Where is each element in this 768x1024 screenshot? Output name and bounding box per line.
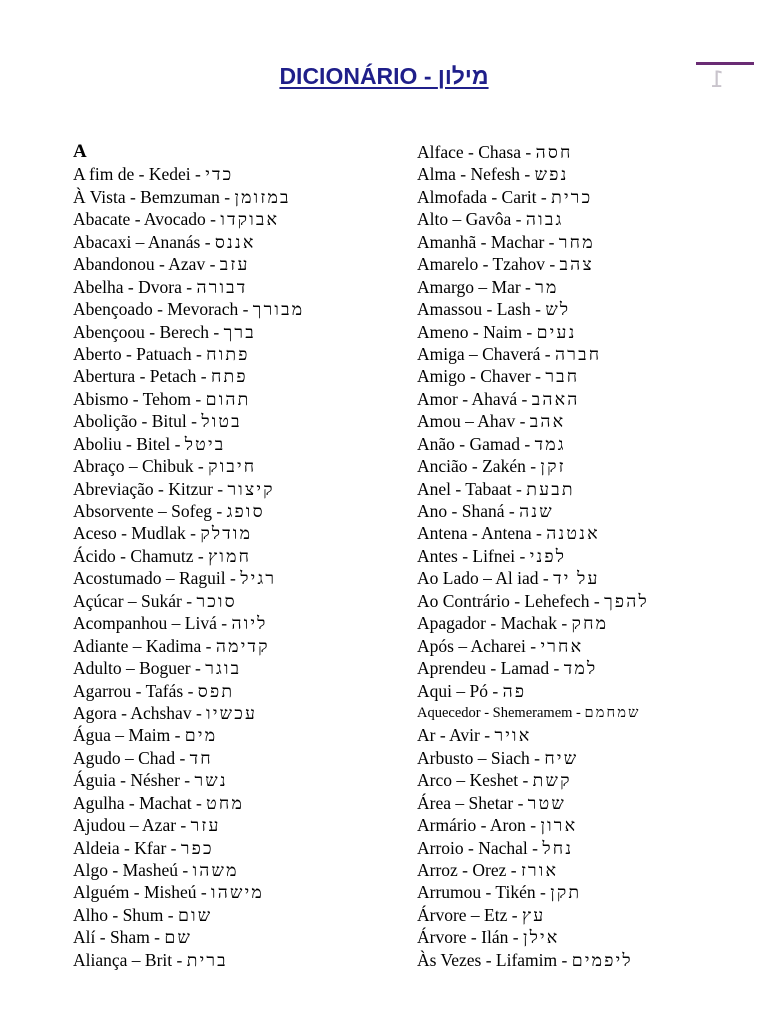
dictionary-entry: [417, 657, 762, 679]
entry-portuguese-text: Apagador - Machak -: [417, 613, 572, 634]
entry-hebrew-word: ליפמים: [571, 949, 633, 970]
dictionary-entry: [73, 814, 403, 836]
entry-portuguese-text: Aprendeu - Lamad -: [417, 658, 564, 679]
left-entry-list: [73, 163, 403, 971]
dictionary-entry: [417, 881, 762, 903]
entry-hebrew-word: פתח: [211, 366, 248, 387]
entry-hebrew-word: כפר: [180, 837, 214, 858]
entry-hebrew-word: במזומן: [234, 186, 291, 207]
entry-hebrew-word: נשר: [194, 770, 228, 791]
dictionary-entry: [417, 545, 762, 567]
entry-hebrew-word: רגיל: [240, 568, 277, 589]
entry-hebrew-word: זקן: [540, 456, 566, 477]
dictionary-entry: [73, 635, 403, 657]
dictionary-entry: [417, 253, 762, 275]
entry-portuguese-text: Arrumou - Tikén -: [417, 882, 551, 903]
entry-portuguese-text: Abençoou - Berech -: [73, 321, 224, 342]
entry-portuguese-text: Arbusto – Siach -: [417, 747, 545, 768]
entry-portuguese-text: Alto – Gavôa -: [417, 209, 526, 230]
entry-hebrew-word: פה: [502, 680, 527, 701]
entry-portuguese-text: Ar - Avir -: [417, 725, 495, 746]
dictionary-entry: [73, 724, 403, 746]
entry-hebrew-word: פתוח: [206, 343, 250, 364]
entry-portuguese-text: Abelha - Dvora -: [73, 276, 197, 297]
entry-portuguese-text: Aboliu - Bitel -: [73, 433, 185, 454]
dictionary-entry: [73, 500, 403, 522]
entry-hebrew-word: גבוה: [525, 209, 564, 230]
page-number: 1: [710, 68, 724, 93]
dictionary-entry: [417, 410, 762, 432]
dictionary-entry: [73, 478, 403, 500]
entry-hebrew-word: שמחמם: [584, 704, 641, 721]
dictionary-entry: [73, 545, 403, 567]
entry-hebrew-word: מבורך: [252, 299, 305, 320]
entry-portuguese-text: Ameno - Naim -: [417, 321, 537, 342]
dictionary-entry: [417, 769, 762, 791]
dictionary-entry: [73, 365, 403, 387]
dictionary-entry: [73, 612, 403, 634]
dictionary-entry: [73, 702, 403, 724]
entry-portuguese-text: Ácido - Chamutz -: [73, 545, 209, 566]
entry-hebrew-word: מחק: [571, 613, 609, 634]
entry-hebrew-word: חיבוק: [208, 456, 257, 477]
entry-hebrew-word: חמוץ: [208, 545, 252, 566]
entry-portuguese-text: Anão - Gamad -: [417, 433, 535, 454]
entry-hebrew-word: לפני: [529, 545, 567, 566]
entry-portuguese-text: Abraço – Chibuk -: [73, 456, 209, 477]
entry-portuguese-text: Amor - Ahavá -: [417, 388, 532, 409]
entry-portuguese-text: Amigo - Chaver -: [417, 366, 546, 387]
entry-hebrew-word: שום: [178, 904, 213, 925]
entry-portuguese-text: Ano - Shaná -: [417, 501, 520, 521]
dictionary-entry: [73, 926, 403, 948]
dictionary-entry: [417, 388, 762, 410]
entry-hebrew-word: קדימה: [215, 635, 270, 656]
dictionary-entry: [417, 635, 762, 657]
dictionary-entry: [417, 949, 762, 971]
dictionary-entry: [417, 500, 762, 522]
entry-portuguese-text: Amiga – Chaverá -: [417, 343, 556, 364]
entry-portuguese-text: A fim de - Kedei -: [73, 164, 206, 185]
entry-hebrew-word: סופג: [226, 501, 265, 521]
right-column: [417, 141, 762, 971]
entry-hebrew-word: שם: [164, 927, 193, 948]
entry-hebrew-word: צהב: [559, 254, 594, 275]
dictionary-entry: [73, 904, 403, 926]
dictionary-entry: [73, 837, 403, 859]
dictionary-entry: [73, 410, 403, 432]
dictionary-entry: [73, 949, 403, 971]
entry-portuguese-text: Acompanhou – Livá -: [73, 613, 232, 634]
entry-portuguese-text: Águia - Nésher -: [73, 770, 195, 791]
entry-hebrew-word: ברך: [223, 321, 256, 342]
entry-hebrew-word: חסה: [535, 142, 573, 162]
entry-portuguese-text: Após – Acharei -: [417, 635, 541, 656]
entry-portuguese-text: Árvore – Etz -: [417, 904, 522, 925]
entry-portuguese-text: Abandonou - Azav -: [73, 254, 220, 275]
dictionary-entry: [417, 321, 762, 343]
entry-portuguese-text: Amou – Ahav -: [417, 411, 530, 432]
entry-portuguese-text: Absorvente – Sofeg -: [73, 501, 227, 521]
entry-hebrew-word: ברית: [186, 949, 228, 970]
entry-hebrew-word: עכשיו: [206, 702, 258, 723]
entry-hebrew-word: תהום: [205, 388, 251, 409]
dictionary-entry: [417, 792, 762, 814]
dictionary-entry: [417, 433, 762, 455]
entry-portuguese-text: Água – Maim -: [73, 725, 185, 746]
entry-portuguese-text: Área – Shetar -: [417, 792, 528, 813]
dictionary-entry: [73, 231, 403, 253]
dictionary-entry: [417, 814, 762, 836]
entry-hebrew-word: קשת: [532, 770, 572, 791]
entry-hebrew-word: אחרי: [540, 635, 584, 656]
entry-portuguese-text: Amargo – Mar -: [417, 276, 536, 297]
entry-hebrew-word: נעים: [536, 321, 577, 342]
entry-hebrew-word: מר: [535, 276, 559, 297]
dictionary-entry: [73, 433, 403, 455]
entry-portuguese-text: Anel - Tabaat -: [417, 478, 527, 499]
entry-hebrew-word: לש: [545, 299, 571, 320]
entry-hebrew-word: תפס: [197, 680, 235, 701]
entry-hebrew-word: קיצור: [227, 478, 275, 499]
right-entry-list: [417, 141, 762, 971]
entry-hebrew-word: אננס: [214, 231, 256, 252]
entry-portuguese-text: Agarrou - Tafás -: [73, 680, 198, 701]
entry-portuguese-text: Adulto – Boguer -: [73, 658, 206, 679]
entry-portuguese-text: Abertura - Petach -: [73, 366, 211, 387]
page-title: DICIONÁRIO - מילון: [279, 63, 489, 89]
entry-portuguese-text: Abacaxi – Ananás -: [73, 231, 215, 252]
dictionary-entry: [417, 276, 762, 298]
dictionary-entry: [417, 298, 762, 320]
dictionary-entry: [417, 747, 762, 769]
left-column: [73, 141, 403, 971]
entry-portuguese-text: Aldeia - Kfar -: [73, 837, 181, 858]
dictionary-entry: [417, 208, 762, 230]
entry-hebrew-word: מחט: [206, 792, 245, 813]
dictionary-entry: [417, 590, 762, 612]
entry-portuguese-text: Alguém - Misheú -: [73, 882, 212, 903]
entry-portuguese-text: Ao Contrário - Lehefech -: [417, 590, 605, 611]
entry-hebrew-word: סוכר: [196, 590, 237, 611]
entry-portuguese-text: Aqui – Pó -: [417, 680, 503, 701]
entry-portuguese-text: Algo - Masheú -: [73, 860, 193, 880]
entry-hebrew-word: להפך: [604, 590, 649, 611]
dictionary-entry: [417, 522, 762, 544]
entry-hebrew-word: עזר: [190, 815, 221, 836]
entry-hebrew-word: ליוה: [231, 613, 268, 634]
dictionary-entry: [73, 680, 403, 702]
entry-portuguese-text: Arroz - Orez -: [417, 860, 521, 880]
dictionary-entry: [73, 769, 403, 791]
entry-hebrew-word: נפש: [534, 164, 569, 185]
entry-hebrew-word: אבוקדו: [220, 209, 280, 230]
entry-hebrew-word: חד: [189, 747, 213, 768]
entry-portuguese-text: Arroio - Nachal -: [417, 837, 543, 858]
dictionary-entry: [73, 253, 403, 275]
entry-portuguese-text: Agudo – Chad -: [73, 747, 190, 768]
dictionary-entry: [73, 321, 403, 343]
entry-hebrew-word: שיח: [544, 747, 579, 768]
entry-portuguese-text: Árvore - Ilán -: [417, 927, 523, 948]
dictionary-entry: [73, 455, 403, 477]
entry-hebrew-word: אויר: [494, 725, 532, 746]
dictionary-entry: [73, 747, 403, 769]
entry-portuguese-text: Agora - Achshav -: [73, 702, 207, 723]
entry-portuguese-text: Acostumado – Raguil -: [73, 568, 241, 589]
entry-portuguese-text: Antes - Lifnei -: [417, 545, 530, 566]
entry-portuguese-text: Agulha - Machat -: [73, 792, 207, 813]
entry-portuguese-text: Açúcar – Sukár -: [73, 590, 197, 611]
entry-hebrew-word: אורז: [520, 860, 559, 880]
dictionary-entry: [417, 141, 762, 163]
dictionary-entry: [417, 186, 762, 208]
entry-hebrew-word: מים: [184, 725, 218, 746]
entry-portuguese-text: Ajudou – Azar -: [73, 815, 191, 836]
entry-hebrew-word: ארון: [540, 815, 578, 836]
dictionary-entry: [417, 455, 762, 477]
dictionary-entry: [417, 567, 762, 589]
entry-hebrew-word: האהב: [531, 388, 580, 409]
entry-hebrew-word: למד: [563, 658, 598, 679]
entry-hebrew-word: שטר: [527, 792, 566, 813]
entry-portuguese-text: Alí - Sham -: [73, 927, 165, 948]
entry-hebrew-word: אילן: [522, 927, 560, 948]
dictionary-entry: [73, 343, 403, 365]
section-letter: A: [73, 141, 87, 162]
entry-hebrew-word: חבר: [545, 366, 580, 387]
entry-portuguese-text: Ao Lado – Al iad -: [417, 568, 554, 589]
dictionary-entry: [73, 298, 403, 320]
entry-hebrew-word: שנה: [519, 501, 554, 521]
entry-hebrew-word: תקן: [550, 882, 582, 903]
entry-hebrew-word: כרית: [551, 186, 593, 207]
entry-hebrew-word: מודלק: [200, 523, 253, 544]
entry-portuguese-text: Armário - Aron -: [417, 815, 541, 836]
entry-hebrew-word: בוגר: [205, 658, 242, 679]
dictionary-entry: [417, 702, 762, 724]
entry-portuguese-text: Abreviação - Kitzur -: [73, 478, 228, 499]
dictionary-entry: [73, 590, 403, 612]
dictionary-entry: [73, 388, 403, 410]
entry-hebrew-word: בטול: [201, 411, 242, 432]
dictionary-entry: [417, 904, 762, 926]
entry-hebrew-word: תבעת: [526, 478, 575, 499]
entry-hebrew-word: מישהו: [211, 882, 264, 903]
dictionary-entry: [417, 859, 762, 881]
entry-portuguese-text: Aberto - Patuach -: [73, 343, 207, 364]
dictionary-entry: [73, 208, 403, 230]
entry-portuguese-text: Ancião - Zakén -: [417, 456, 541, 477]
dictionary-entry: [417, 680, 762, 702]
dictionary-entry: [417, 343, 762, 365]
entry-hebrew-word: עזב: [219, 254, 250, 275]
entry-portuguese-text: Alma - Nefesh -: [417, 164, 535, 185]
entry-portuguese-text: Aquecedor - Shemeramem -: [417, 704, 585, 721]
entry-portuguese-text: Alface - Chasa -: [417, 142, 536, 162]
dictionary-entry: [73, 859, 403, 881]
entry-hebrew-word: על יד: [553, 568, 600, 589]
entry-hebrew-word: מחר: [558, 231, 595, 252]
entry-portuguese-text: Arco – Keshet -: [417, 770, 533, 791]
entry-portuguese-text: Abolição - Bitul -: [73, 411, 202, 432]
dictionary-entry: [417, 612, 762, 634]
entry-portuguese-text: À Vista - Bemzuman -: [73, 186, 235, 207]
entry-portuguese-text: Amarelo - Tzahov -: [417, 254, 560, 275]
dictionary-entry: [417, 365, 762, 387]
dictionary-entry: [417, 163, 762, 185]
entry-hebrew-word: אנטנה: [546, 523, 600, 544]
dictionary-entry: [73, 522, 403, 544]
entry-hebrew-word: נחל: [542, 837, 574, 858]
entry-hebrew-word: חברה: [555, 343, 602, 364]
entry-hebrew-word: גמד: [534, 433, 566, 454]
dictionary-entry: [417, 231, 762, 253]
entry-portuguese-text: Aliança – Brit -: [73, 949, 187, 970]
entry-hebrew-word: דבורה: [196, 276, 248, 297]
dictionary-entry: [73, 276, 403, 298]
entry-hebrew-word: עץ: [521, 904, 546, 925]
dictionary-entry: [417, 837, 762, 859]
dictionary-entry: [417, 478, 762, 500]
dictionary-entry: [73, 567, 403, 589]
entry-portuguese-text: Abençoado - Mevorach -: [73, 299, 253, 320]
entry-hebrew-word: כדי: [205, 164, 234, 185]
entry-hebrew-word: משהו: [192, 860, 239, 880]
entry-portuguese-text: Abacate - Avocado -: [73, 209, 221, 230]
entry-portuguese-text: Antena - Antena -: [417, 523, 547, 544]
entry-portuguese-text: Aceso - Mudlak -: [73, 523, 201, 544]
entry-hebrew-word: ביטל: [184, 433, 226, 454]
dictionary-entry: [417, 926, 762, 948]
entry-hebrew-word: אהב: [529, 411, 566, 432]
entry-portuguese-text: Abismo - Tehom -: [73, 388, 206, 409]
dictionary-entry: [417, 724, 762, 746]
dictionary-entry: [73, 186, 403, 208]
entry-portuguese-text: Amanhã - Machar -: [417, 231, 559, 252]
entry-portuguese-text: Alho - Shum -: [73, 904, 178, 925]
dictionary-entry: [73, 881, 403, 903]
entry-portuguese-text: Adiante – Kadima -: [73, 635, 216, 656]
dictionary-entry: [73, 792, 403, 814]
entry-portuguese-text: Almofada - Carit -: [417, 186, 552, 207]
dictionary-entry: [73, 163, 403, 185]
entry-portuguese-text: Às Vezes - Lifamim -: [417, 949, 572, 970]
dictionary-entry: [73, 657, 403, 679]
entry-portuguese-text: Amassou - Lash -: [417, 299, 546, 320]
